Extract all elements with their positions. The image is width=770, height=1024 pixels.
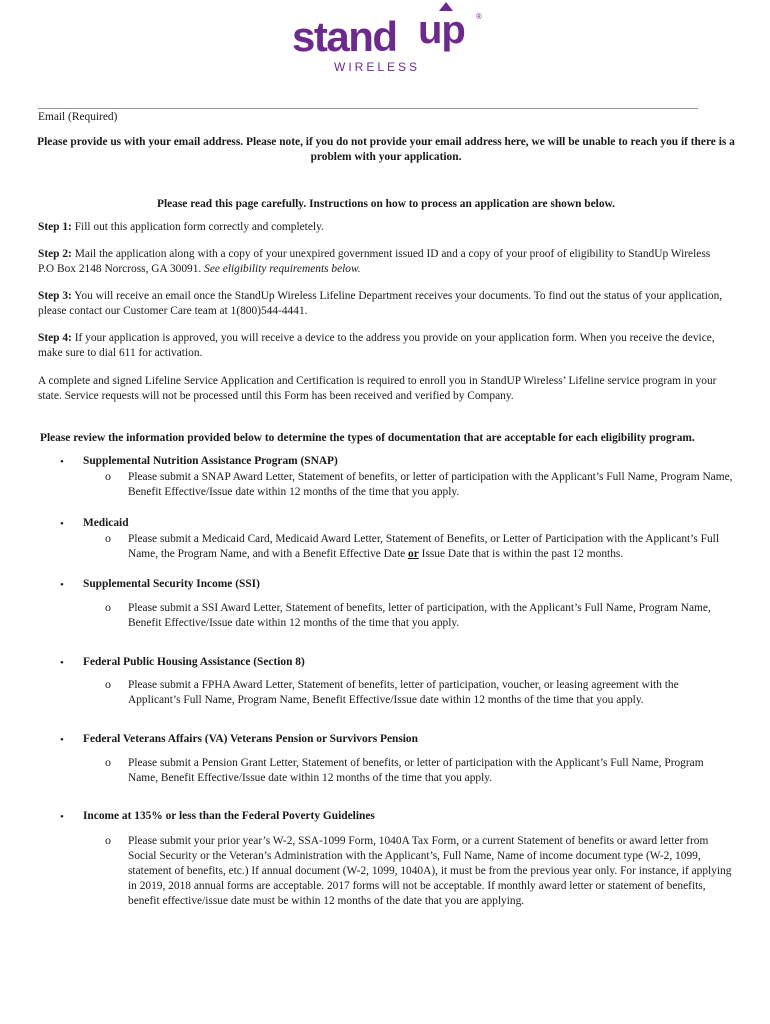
sub-bullet-icon: o — [105, 469, 111, 483]
email-underline — [38, 108, 698, 109]
lifeline-paragraph: A complete and signed Lifeline Service Application and Certification is required to enroll you in StandUP Wireless’ Lifeline service program in your state. Service requests will not be processed until this Form has been received and verified by Company. — [38, 375, 717, 402]
step-3 — [38, 289, 728, 319]
sub-bullet-icon: o — [105, 677, 111, 691]
program-va-name: Federal Veterans Affairs (VA) Veterans Pension or Survivors Pension — [83, 733, 418, 745]
bullet-icon: • — [60, 579, 64, 591]
step-1 — [38, 220, 738, 235]
read-instructions: Please read this page carefully. Instructions on how to process an application are shown below. — [157, 198, 615, 210]
logo-word-up: up — [418, 8, 465, 52]
step-4-text: If your application is approved, you will receive a device to the address you provide on your application form. When you receive the device, make sure to dial 611 for activation. — [38, 332, 715, 359]
step-4-label: Step 4: — [38, 332, 72, 344]
step-2 — [38, 247, 728, 277]
email-label: Email (Required) — [38, 111, 118, 123]
program-income-detail: Please submit your prior year’s W-2, SSA-1099 Form, 1040A Tax Form, or a current Statement of benefits or award letter from Social Security or the Veteran’s Administration with the Applicant’s, Full Name, Name of income document type (W-2, 1099, statement of benefits, etc.) If annual document (W-2, 1099, 1040A), it must be from the previous year only. For instance, if applying in 2019, 2018 annual forms are acceptable. 2017 forms will not be acceptable. If monthly award letter or statement of benefits, benefit effective/issue date must be within 12 months of the date that you are applying. — [128, 835, 732, 907]
bullet-icon: • — [60, 456, 64, 468]
sub-bullet-icon: o — [105, 833, 111, 847]
step-3-text: You will receive an email once the StandUp Wireless Lifeline Department receives your documents. To find out the status of your application, please contact our Customer Care team at 1(800)544-4441. — [38, 290, 723, 317]
bullet-icon: • — [60, 657, 64, 669]
logo-subtitle: WIRELESS — [334, 60, 421, 74]
program-ssi-detail: Please submit a SSI Award Letter, Statement of benefits, letter of participation, with the Applicant’s Full Name, Program Name, Benefit Effective/Issue date within 12 months of the time that you apply. — [128, 602, 711, 629]
medicaid-detail-part-a: Please submit a Medicaid Card, Medicaid Award Letter, Statement of Benefits, or Letter of Participation with the Applicant’s Full Name, the Program Name, and with a Benefit Effective Date — [128, 533, 719, 560]
sub-bullet-icon: o — [105, 531, 111, 545]
medicaid-detail-or: or — [408, 548, 419, 560]
step-1-label: Step 1: — [38, 221, 72, 233]
bullet-icon: • — [60, 734, 64, 746]
sub-bullet-icon: o — [105, 600, 111, 614]
bullet-icon: • — [60, 811, 64, 823]
step-3-label: Step 3: — [38, 290, 72, 302]
review-heading: Please review the information provided below to determine the types of documentation that are acceptable for each eligibility program. — [40, 432, 695, 444]
program-medicaid-name: Medicaid — [83, 517, 129, 529]
program-fpha-name: Federal Public Housing Assistance (Section 8) — [83, 656, 305, 668]
program-snap-name: Supplemental Nutrition Assistance Program (SNAP) — [83, 455, 338, 467]
program-income-name: Income at 135% or less than the Federal Poverty Guidelines — [83, 810, 375, 822]
step-2-text: Mail the application along with a copy of your unexpired government issued ID and a copy of your proof of eligibility to StandUp Wireless P.O Box 2148 Norcross, GA 30091. — [38, 248, 711, 275]
step-2-eligibility-note: See eligibility requirements below. — [204, 263, 361, 275]
logo-word-stand: stand — [292, 13, 397, 60]
step-2-label: Step 2: — [38, 248, 72, 260]
standup-wireless-logo — [290, 10, 490, 76]
program-va-detail: Please submit a Pension Grant Letter, Statement of benefits, or letter of participation with the Applicant’s Full Name, Program Name, Benefit Effective/Issue date within 12 months of the time that you apply. — [128, 757, 704, 784]
email-note: Please provide us with your email address. Please note, if you do not provide your email address here, we will be unable to reach you if there is a problem with your application. — [37, 136, 735, 163]
logo-registered-mark: ® — [476, 12, 482, 21]
sub-bullet-icon: o — [105, 755, 111, 769]
medicaid-detail-part-b: Issue Date that is within the past 12 months. — [418, 548, 624, 560]
program-medicaid-detail — [128, 532, 738, 562]
bullet-icon: • — [60, 518, 64, 530]
program-ssi-name: Supplemental Security Income (SSI) — [83, 578, 260, 590]
step-1-text: Fill out this application form correctly and completely. — [71, 221, 324, 233]
step-4 — [38, 331, 728, 361]
program-snap-detail: Please submit a SNAP Award Letter, Statement of benefits, or letter of participation with the Applicant’s Full Name, Program Name, Benefit Effective/Issue date within 12 months of the time that you apply. — [128, 471, 733, 498]
program-fpha-detail: Please submit a FPHA Award Letter, Statement of benefits, letter of participation, voucher, or leasing agreement with the Applicant’s Full Name, Program Name, Benefit Effective/Issue date within 12 months of the time that you apply. — [128, 679, 679, 706]
